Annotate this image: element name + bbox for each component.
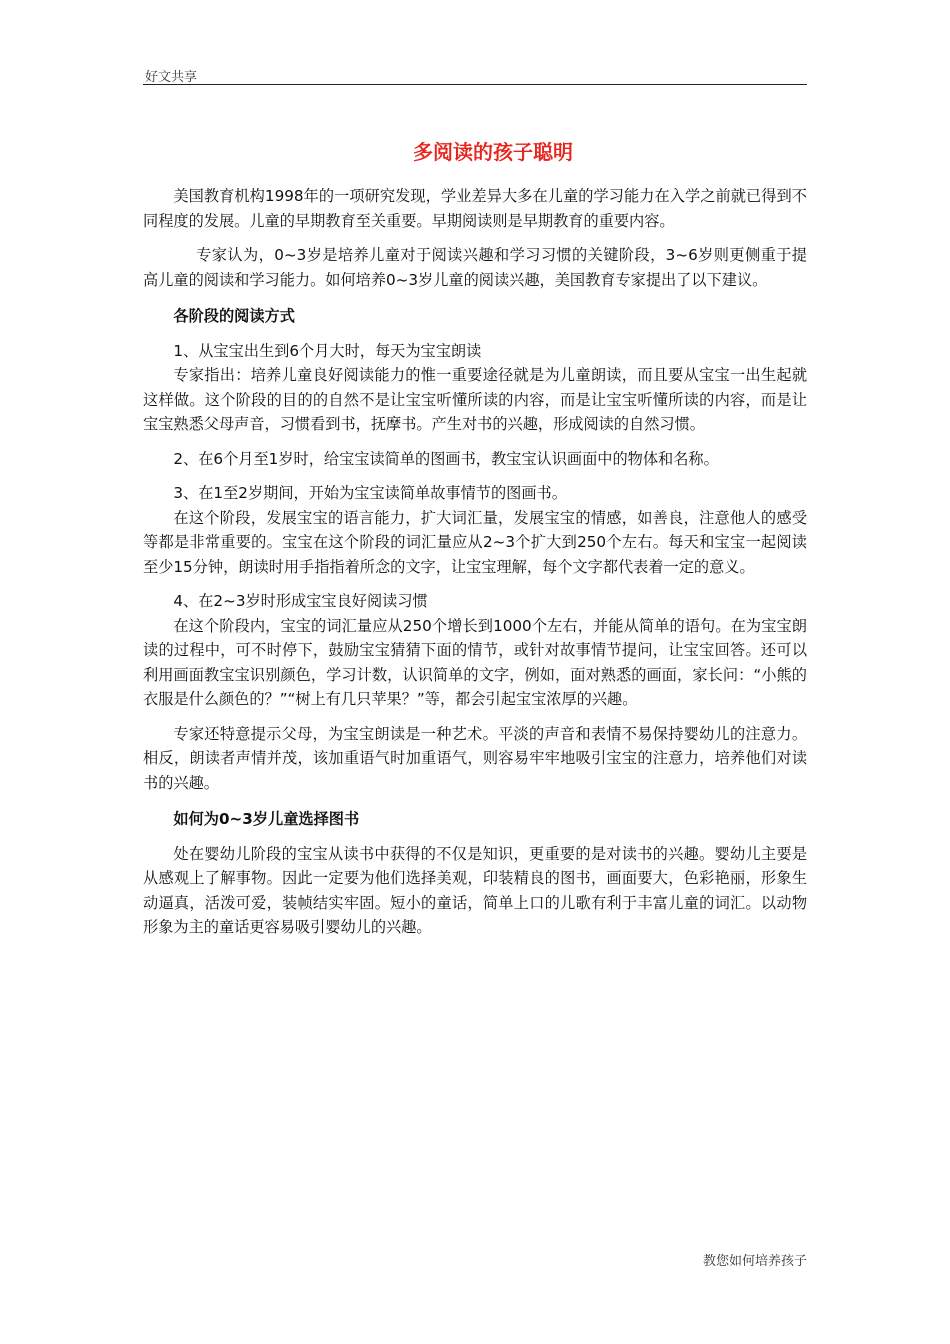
book-selection-paragraph: 处在婴幼儿阶段的宝宝从读书中获得的不仅是知识，更重要的是对读书的兴趣。婴幼儿主要是从感观上了解事物。因此一定要为他们选择美观，印装精良的图书，画面要大，色彩艳丽，形象生动逼真，活泼可爱，装帧结实牢固。短小的童话，简单上口的儿歌有利于丰富儿童的词汇。以动物形象为主的童话更容易吸引婴幼儿的兴趣。 — [143, 844, 807, 936]
header-divider — [143, 84, 807, 85]
expert-paragraph: 专家认为，0~3岁是培养儿童对于阅读兴趣和学习习惯的关键阶段，3~6岁则更侧重于提高儿童的阅读和学习能力。如何培养0~3岁儿童的阅读兴趣，美国教育专家提出了以下建议。 — [143, 246, 807, 289]
stage-3-title: 3、在1至2岁期间，开始为宝宝读简单故事情节的图画书。 — [173, 484, 567, 502]
stage-4-body: 在这个阶段内，宝宝的词汇量应从250个增长到1000个左右，并能从简单的语句。在为宝宝朗读的过程中，可不时停下，鼓励宝宝猜猜下面的情节，或针对故事情节提问，让宝宝回答。还可以利用画面教宝宝识别颜色，学习计数，认识简单的文字，例如，面对熟悉的画面，家长问：“小熊的衣服是什么颜色的？”“树上有几只苹果？”等，都会引起宝宝浓厚的兴趣。 — [143, 616, 807, 708]
section-heading-books: 如何为0~3岁儿童选择图书 — [173, 810, 360, 828]
article-title: 多阅读的孩子聪明 — [413, 140, 573, 164]
section-heading-stages: 各阶段的阅读方式 — [173, 307, 295, 325]
page-header: 好文共享 — [145, 70, 198, 85]
stage-1-title: 1、从宝宝出生到6个月大时，每天为宝宝朗读 — [173, 341, 482, 360]
article-body — [143, 184, 807, 940]
page-footer: 教您如何培养孩子 — [702, 1254, 807, 1269]
intro-paragraph: 美国教育机构1998年的一项研究发现，学业差异大多在儿童的学习能力在入学之前就已得到不同程度的发展。儿童的早期教育至关重要。早期阅读则是早期教育的重要内容。 — [143, 187, 807, 230]
stage-1-body: 专家指出：培养儿童良好阅读能力的惟一重要途径就是为儿童朗读，而且要从宝宝一出生起就这样做。这个阶段的目的的自然不是让宝宝听懂所读的内容，而是让宝宝听懂所读的内容，而是让宝宝熟悉父母声音，习惯看到书，抚摩书。产生对书的兴趣，形成阅读的自然习惯。 — [143, 366, 807, 433]
art-of-reading-paragraph: 专家还特意提示父母，为宝宝朗读是一种艺术。平淡的声音和表情不易保持婴幼儿的注意力。相反，朗读者声情并茂，该加重语气时加重语气，则容易牢牢地吸引宝宝的注意力，培养他们对读书的兴趣。 — [143, 724, 807, 792]
stage-4-title: 4、在2~3岁时形成宝宝良好阅读习惯 — [173, 592, 428, 610]
stage-3-body: 在这个阶段，发展宝宝的语言能力，扩大词汇量，发展宝宝的情感，如善良，注意他人的感受等都是非常重要的。宝宝在这个阶段的词汇量应从2~3个扩大到250个左右。每天和宝宝一起阅读至少15分钟，朗读时用手指指着所念的文字，让宝宝理解，每个文字都代表着一定的意义。 — [143, 508, 807, 576]
stage-2-title: 2、在6个月至1岁时，给宝宝读简单的图画书，教宝宝认识画面中的物体和名称。 — [173, 449, 719, 468]
